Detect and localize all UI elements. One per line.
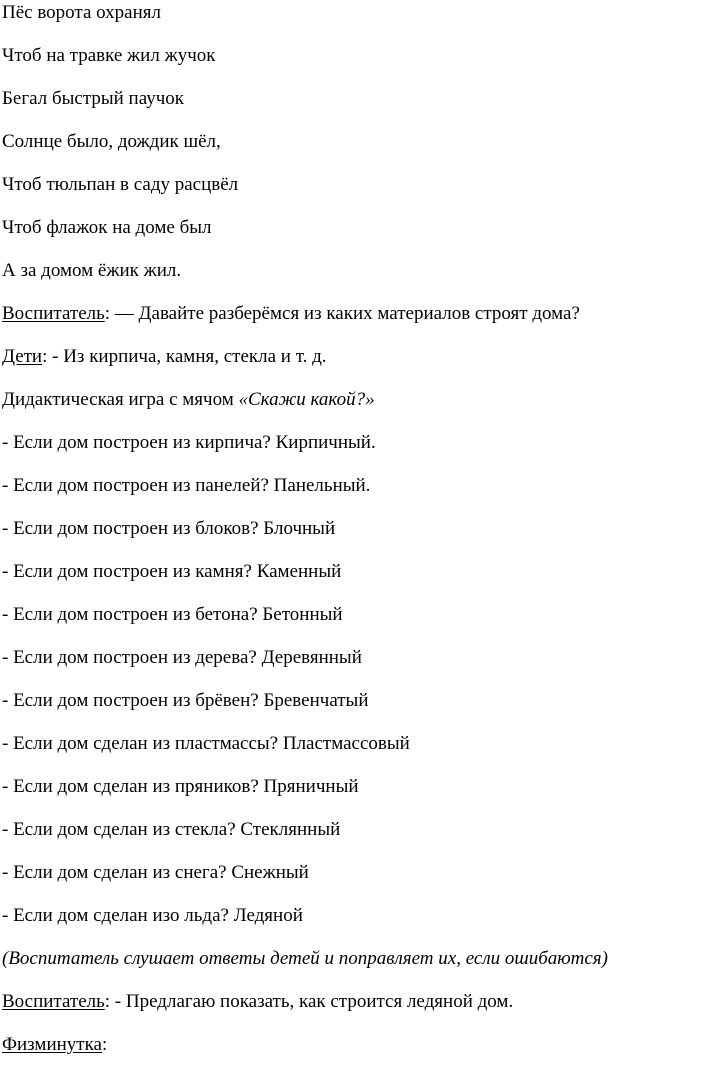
game-title: «Скажи какой?» [238, 389, 375, 410]
question-line: - Если дом сделан из стекла? Стеклянный [2, 819, 341, 840]
poem-line: Солнце было, дождик шёл, [2, 131, 221, 152]
dialog-text: : - Предлагаю показать, как строится ледяной дом. [104, 991, 514, 1012]
question-line: - Если дом сделан из пластмассы? Пластмассовый [2, 733, 410, 754]
game-label: Дидактическая игра с мячом [2, 389, 239, 410]
speaker-label: Воспитатель [2, 303, 105, 324]
question-line: - Если дом построен из панелей? Панельный. [2, 475, 371, 496]
question-line: - Если дом построен из дерева? Деревянный [2, 647, 362, 668]
speaker-label: Дети [2, 346, 43, 367]
dialog-text: : - Из кирпича, камня, стекла и т. д. [42, 346, 327, 367]
question-line: - Если дом сделан изо льда? Ледяной [2, 905, 303, 926]
poem-line: Чтоб флажок на доме был [2, 217, 212, 238]
question-line: - Если дом построен из камня? Каменный [2, 561, 342, 582]
poem-line: Бегал быстрый паучок [2, 88, 184, 109]
section-title: Физминутка [2, 1034, 102, 1055]
dialog-line [2, 346, 327, 368]
poem-line: Чтоб тюльпан в саду расцвёл [2, 174, 239, 195]
dialog-text: : — Давайте разберёмся из каких материалов строят дома? [104, 303, 580, 324]
teacher-note: (Воспитатель слушает ответы детей и поправляет их, если ошибаются) [2, 948, 608, 969]
section-colon: : [101, 1034, 108, 1055]
dialog-line [2, 991, 513, 1013]
game-title-line [2, 389, 375, 411]
poem-line: Чтоб на травке жил жучок [2, 45, 216, 66]
question-line: - Если дом построен из брёвен? Бревенчатый [2, 690, 369, 711]
question-line: - Если дом построен из кирпича? Кирпичный. [2, 432, 376, 453]
speaker-label: Воспитатель [2, 991, 105, 1012]
dialog-line [2, 303, 580, 325]
question-line: - Если дом сделан из снега? Снежный [2, 862, 309, 883]
question-line: - Если дом построен из бетона? Бетонный [2, 604, 343, 625]
poem-line: Пёс ворота охранял [2, 2, 161, 23]
question-line: - Если дом сделан из пряников? Пряничный [2, 776, 359, 797]
question-line: - Если дом построен из блоков? Блочный [2, 518, 336, 539]
section-heading [2, 1034, 107, 1056]
poem-line: А за домом ёжик жил. [2, 260, 182, 281]
